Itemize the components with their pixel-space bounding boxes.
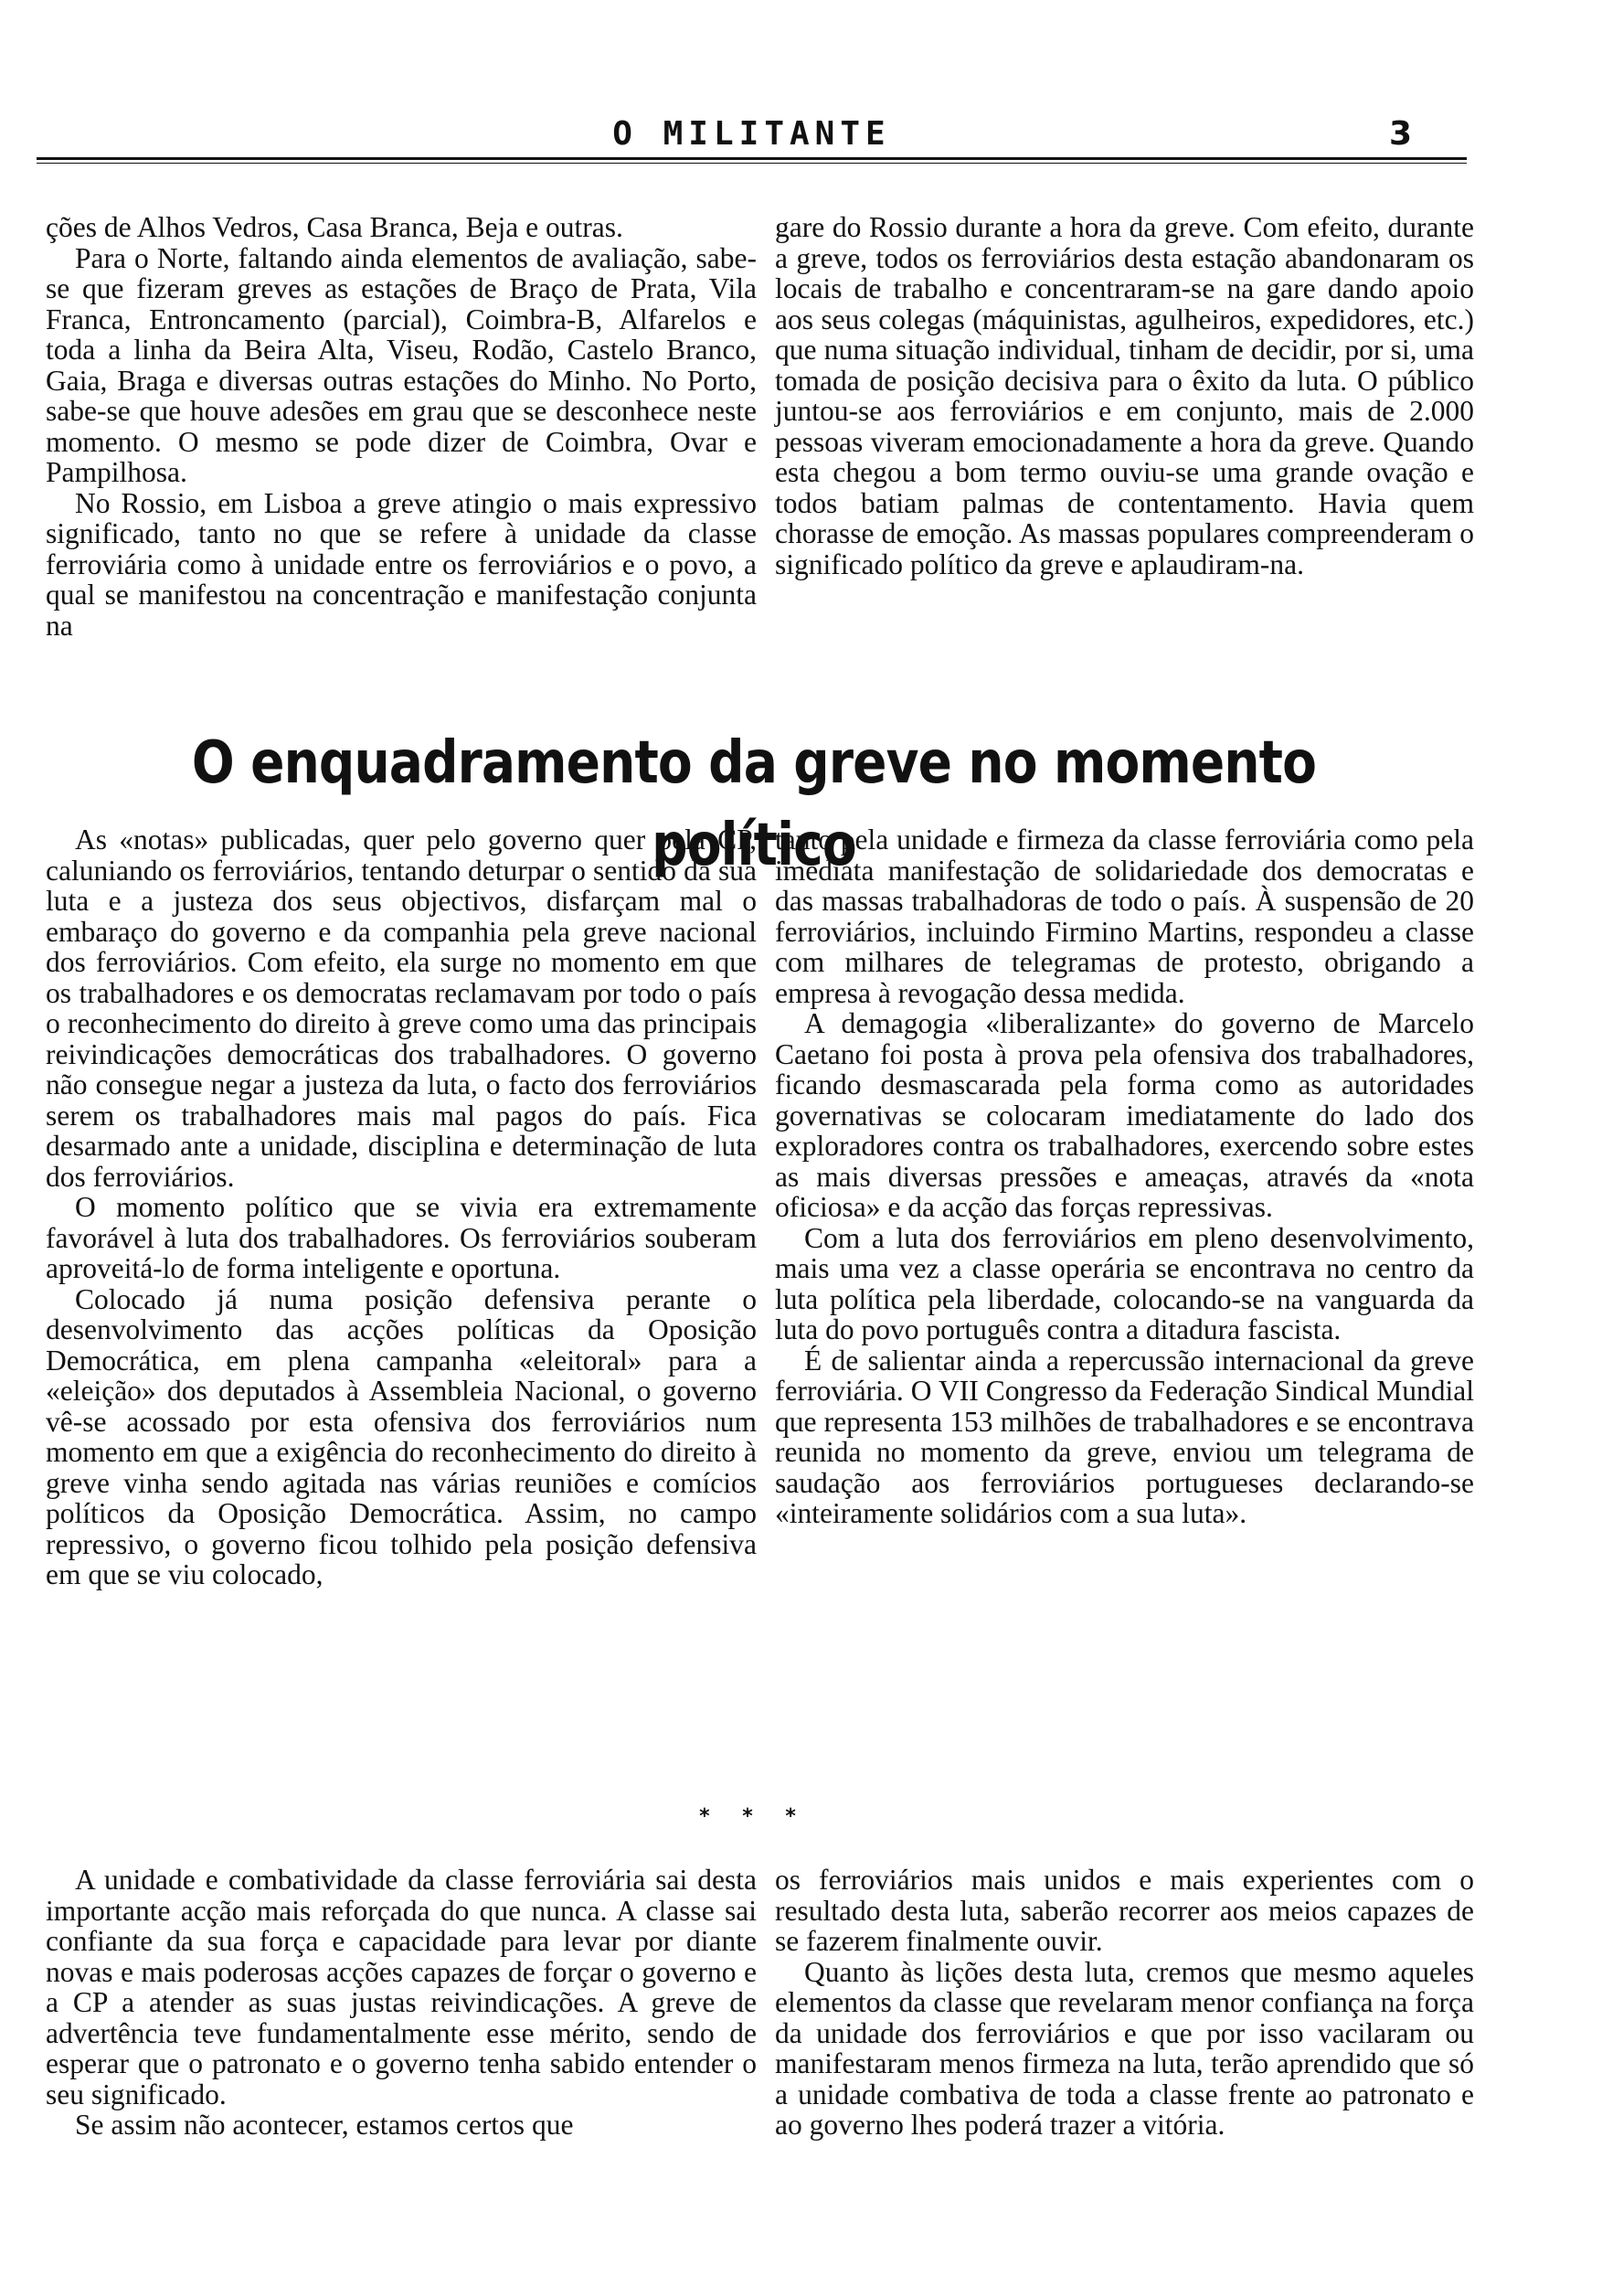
page-number: 3 (1388, 115, 1412, 153)
paragraph: As «notas» publicadas, quer pelo governo quer pela CP, caluniando os ferroviários, tentando deturpar o sentido da sua luta e a justeza dos seus objectivos, disfarçam mal o embaraço do governo e da companhia pela greve nacional dos ferroviários. Com efeito, ela surge no momento em que os trabalhadores e os democratas reclamavam por todo o país o reconhecimento do direito à greve como uma das principais reivindicações democráticas dos trabalhadores. O governo não consegue negar a justeza da luta, o facto dos ferroviários serem os trabalhadores mais mal pagos do país. Fica desarmado ante a unidade, disciplina e determinação de luta dos ferroviários. (46, 824, 757, 1193)
continued-text-left-column (46, 212, 757, 641)
page-header (37, 112, 1467, 166)
header-rule (37, 157, 1467, 160)
paragraph: gare do Rossio durante a hora da greve. Com efeito, durante a greve, todos os ferroviários desta estação abandonaram os locais de trabalho e concentraram-se na gare dando apoio aos seus colegas (máquinistas, agulheiros, expedidores, etc.) que numa situação individual, tinham de decidir, por si, uma tomada de posição decisiva para o êxito da luta. O público juntou-se aos ferroviários e em conjunto, mais de 2.000 pessoas viveram emocionadamente a hora da greve. Quando esta chegou a bom termo ouviu-se uma grande ovação e todos batiam palmas de contentamento. Havia quem chorasse de emoção. As massas populares compreenderam o significado político da greve e aplaudiram-na. (775, 211, 1474, 580)
paragraph: os ferroviários mais unidos e mais experientes com o resultado desta luta, saberão recorrer aos meios capazes de se fazerem finalmente ouvir. (775, 1864, 1474, 1957)
paragraph: A demagogia «liberalizante» do governo de Marcelo Caetano foi posta à prova pela ofensiva dos trabalhadores, ficando desmascarada pela forma como as autoridades governativas se colocaram imediatamente do lado dos exploradores contra os trabalhadores, exercendo sobre estes as mais diversas pressões e ameaças, através da «nota oficiosa» e da acção das forças repressivas. (775, 1007, 1474, 1223)
article-left-column (46, 824, 757, 1590)
paragraph: Quanto às lições desta luta, cremos que mesmo aqueles elementos da classe que revelaram menor confiança na força da unidade dos ferroviários e que por isso vacilaram ou manifestaram menos firmeza na luta, terão aprendido que só a unidade combativa de toda a classe frente ao patronato e ao governo lhes poderá trazer a vitória. (775, 1955, 1474, 2141)
header-rule-thin (37, 163, 1467, 164)
paragraph: Com a luta dos ferroviários em pleno desenvolvimento, mais uma vez a classe operária se encontrava no centro da luta política pela liberdade, colocando-se na vanguarda da luta do povo português contra a ditadura fascista. (775, 1221, 1474, 1345)
paragraph: ções de Alhos Vedros, Casa Branca, Beja e outras. (46, 211, 623, 243)
closing-left-column (46, 1865, 757, 2141)
paragraph: É de salientar ainda a repercussão internacional da greve ferroviária. O VII Congresso da Federação Sindical Mundial que representa 153 milhões de trabalhadores e se encontrava reunida no momento da greve, enviou um telegrama de saudação aos ferroviários portugueses declarando-se «inteiramente solidários com a sua luta». (775, 1344, 1474, 1529)
paragraph: Para o Norte, faltando ainda elementos de avaliação, sabe-se que fizeram greves as estações de Braço de Prata, Vila Franca, Entroncamento (parcial), Coimbra-B, Alfarelos e toda a linha da Beira Alta, Viseu, Rodão, Castelo Branco, Gaia, Braga e diversas outras estações do Minho. No Porto, sabe-se que houve adesões em grau que se desconhece neste momento. O mesmo se pode dizer de Coimbra, Ovar e Pampilhosa. (46, 241, 757, 488)
paragraph: O momento político que se vivia era extremamente favorável à luta dos trabalhadores. Os ferroviários souberam aproveitá-lo de forma inteligente e oportuna. (46, 1191, 757, 1284)
paragraph: No Rossio, em Lisboa a greve atingio o mais expressivo significado, tanto no que se refere à unidade da classe ferroviária como à unidade entre os ferroviários e o povo, a qual se manifestou na concentração e manifestação conjunta na (46, 486, 757, 642)
article-right-column (775, 824, 1474, 1529)
paragraph: tanto pela unidade e firmeza da classe ferroviária como pela imediata manifestação de solidariedade dos democratas e das massas trabalhadoras de todo o país. À suspensão de 20 ferroviários, incluindo Firmino Martins, respondeu a classe com milhares de telegramas de protesto, obrigando a empresa à revogação dessa medida. (775, 824, 1474, 1009)
article-headline: O enquadramento da greve no momento político (191, 729, 1317, 879)
paragraph: A unidade e combatividade da classe ferroviária sai desta importante acção mais reforçada do que nunca. A classe sai confiante da sua força e capacidade para levar por diante novas e mais poderosas acções capazes de forçar o governo e a CP a atender as suas justas reivindicações. A greve de advertência teve fundamentalmente esse mérito, sendo de esperar que o patronato e o governo tenha sabido entender o seu significado. (46, 1864, 757, 2110)
paragraph: Se assim não acontecer, estamos certos que (75, 2109, 574, 2141)
continued-text-right-column (775, 212, 1474, 579)
publication-title: O MILITANTE (612, 115, 891, 153)
closing-right-column (775, 1865, 1474, 2141)
paragraph: Colocado já numa posição defensiva perante o desenvolvimento das acções políticas da Oposição Democrática, em plena campanha «eleitoral» para a «eleição» dos deputados à Assembleia Nacional, o governo vê-se acossado por esta ofensiva dos ferroviários num momento em que a exigência do reconhecimento do direito à greve vinha sendo agitada nas várias reuniões e comícios políticos da Oposição Democrática. Assim, no campo repressivo, o governo ficou tolhido pela posição defensiva em que se viu colocado, (46, 1282, 757, 1590)
section-separator: * * * (699, 1805, 809, 1828)
